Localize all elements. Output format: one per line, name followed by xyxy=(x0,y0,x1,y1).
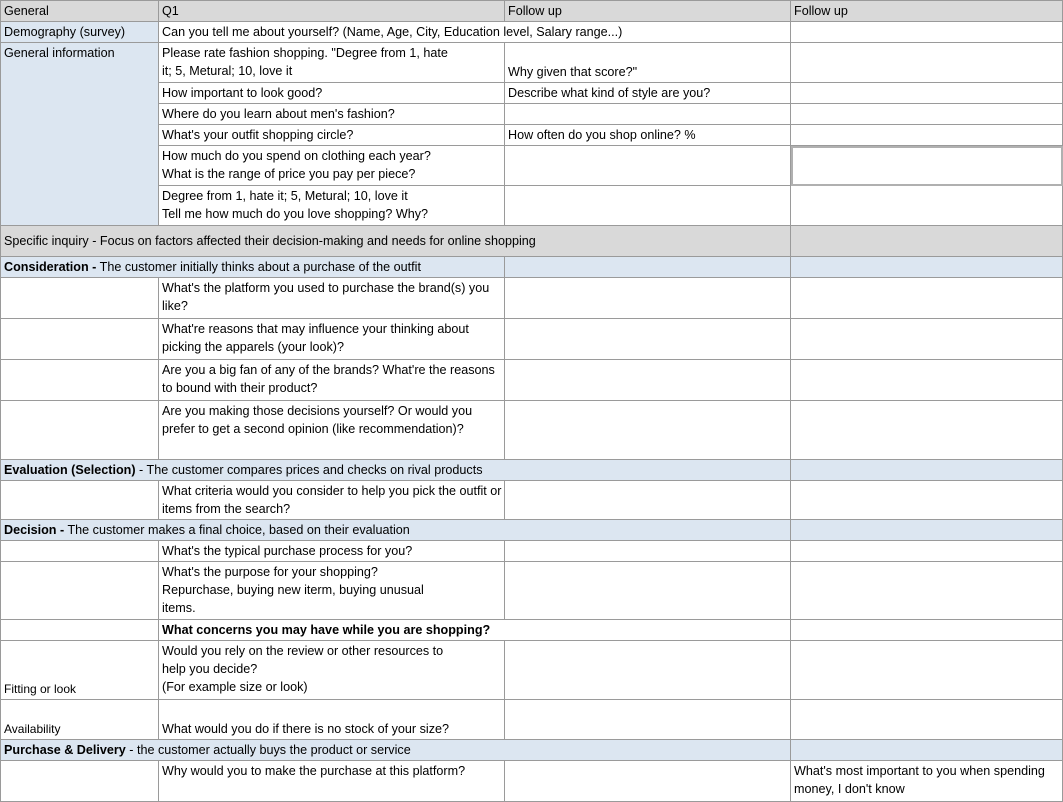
general-q1-love-line1: Degree from 1, hate it; 5, Metural; 10, love it xyxy=(162,189,408,203)
general-q1-love[interactable] xyxy=(159,186,505,226)
decision-q-fitting-line1: Would you rely on the review or other resources to xyxy=(162,644,444,658)
demography-label[interactable]: Demography (survey) xyxy=(1,22,159,43)
decision-follow2-2[interactable] xyxy=(791,562,1063,620)
decision-empty-a1[interactable] xyxy=(1,541,159,562)
consideration-desc: The customer initially thinks about a purchase of the outfit xyxy=(96,260,421,274)
evaluation-follow2-1[interactable] xyxy=(791,481,1063,520)
evaluation-empty-a1[interactable] xyxy=(1,481,159,520)
general-q1-rating[interactable] xyxy=(159,43,505,83)
evaluation-row-1 xyxy=(1,481,1063,520)
decision-q-process[interactable]: What's the typical purchase process for you? xyxy=(159,541,505,562)
selected-cell[interactable] xyxy=(791,146,1063,186)
demography-row xyxy=(1,22,1063,43)
consideration-follow-2[interactable] xyxy=(505,319,791,360)
header-row xyxy=(1,1,1063,22)
general-empty-2[interactable] xyxy=(791,83,1063,104)
decision-row-2 xyxy=(1,562,1063,620)
consideration-empty-a3[interactable] xyxy=(1,360,159,401)
general-q1-spend-line2: What is the range of price you pay per piece? xyxy=(162,167,416,181)
consideration-q-fan[interactable]: Are you a big fan of any of the brands? What're the reasons to bound with their product? xyxy=(159,360,505,401)
consideration-follow-1[interactable] xyxy=(505,278,791,319)
decision-header-empty[interactable] xyxy=(791,520,1063,541)
decision-q-purpose-line3: items. xyxy=(162,601,196,615)
decision-follow-2[interactable] xyxy=(505,562,791,620)
specific-inquiry-row xyxy=(1,226,1063,257)
general-follow-online[interactable]: How often do you shop online? % xyxy=(505,125,791,146)
decision-follow2-4[interactable] xyxy=(791,641,1063,700)
consideration-empty-a4[interactable] xyxy=(1,401,159,460)
decision-q-purpose-line1: What's the purpose for your shopping? xyxy=(162,565,378,579)
purchase-q-platform[interactable]: Why would you to make the purchase at this platform? xyxy=(159,761,505,802)
decision-follow-1[interactable] xyxy=(505,541,791,562)
consideration-follow-4[interactable] xyxy=(505,401,791,460)
decision-availability-row xyxy=(1,700,1063,740)
consideration-header-empty-1[interactable] xyxy=(505,257,791,278)
header-follow-up-2[interactable]: Follow up xyxy=(791,1,1063,22)
general-q1-look-good[interactable]: How important to look good? xyxy=(159,83,505,104)
purchase-empty-a1[interactable] xyxy=(1,761,159,802)
specific-inquiry-text[interactable]: Specific inquiry - Focus on factors affected their decision-making and needs for online shopping xyxy=(1,226,791,257)
decision-empty-a2[interactable] xyxy=(1,562,159,620)
availability-label[interactable]: Availability xyxy=(1,700,159,740)
general-q1-learn[interactable]: Where do you learn about men's fashion? xyxy=(159,104,505,125)
consideration-row-4 xyxy=(1,401,1063,460)
purchase-desc: - the customer actually buys the product or service xyxy=(125,743,411,757)
decision-follow-5[interactable] xyxy=(505,700,791,740)
decision-concerns-text: What concerns you may have while you are shopping? xyxy=(162,623,491,637)
consideration-empty-a1[interactable] xyxy=(1,278,159,319)
specific-inquiry-empty[interactable] xyxy=(791,226,1063,257)
general-info-label[interactable]: General information xyxy=(1,43,159,226)
purchase-follow2-1[interactable] xyxy=(791,761,1063,802)
purchase-row-1 xyxy=(1,761,1063,802)
purchase-header-empty[interactable] xyxy=(791,740,1063,761)
general-row-6 xyxy=(1,186,1063,226)
consideration-follow2-4[interactable] xyxy=(791,401,1063,460)
demography-empty[interactable] xyxy=(791,22,1063,43)
consideration-header-row xyxy=(1,257,1063,278)
general-follow-empty-3[interactable] xyxy=(505,104,791,125)
decision-header[interactable] xyxy=(1,520,791,541)
general-empty-1[interactable] xyxy=(791,43,1063,83)
consideration-q-platform[interactable]: What's the platform you used to purchase the brand(s) you like? xyxy=(159,278,505,319)
general-q1-circle[interactable]: What's your outfit shopping circle? xyxy=(159,125,505,146)
decision-follow2-1[interactable] xyxy=(791,541,1063,562)
general-empty-3[interactable] xyxy=(791,104,1063,125)
consideration-header-empty-2[interactable] xyxy=(791,257,1063,278)
fitting-label[interactable]: Fitting or look xyxy=(1,641,159,700)
decision-fitting-row xyxy=(1,641,1063,700)
general-row-5 xyxy=(1,146,1063,186)
evaluation-header-empty[interactable] xyxy=(791,460,1063,481)
purchase-follow2-line2: money, I don't know xyxy=(794,782,905,796)
general-row-2 xyxy=(1,83,1063,104)
purchase-follow2-line1: What's most important to you when spending xyxy=(794,764,1045,778)
header-general[interactable]: General xyxy=(1,1,159,22)
consideration-follow2-3[interactable] xyxy=(791,360,1063,401)
general-q1-spend-line1: How much do you spend on clothing each year? xyxy=(162,149,431,163)
evaluation-header-row xyxy=(1,460,1063,481)
general-q1-rating-line1: Please rate fashion shopping. "Degree from 1, hate xyxy=(162,46,448,60)
general-empty-6[interactable] xyxy=(791,186,1063,226)
general-follow-rating[interactable]: Why given that score?" xyxy=(505,43,791,83)
general-row-4 xyxy=(1,125,1063,146)
decision-follow2-3[interactable] xyxy=(791,620,1063,641)
consideration-row-2 xyxy=(1,319,1063,360)
evaluation-title: Evaluation (Selection) xyxy=(4,463,136,477)
header-q1[interactable]: Q1 xyxy=(159,1,505,22)
general-row-3 xyxy=(1,104,1063,125)
general-row-1 xyxy=(1,43,1063,83)
general-empty-4[interactable] xyxy=(791,125,1063,146)
decision-header-row xyxy=(1,520,1063,541)
decision-q-fitting-line3: (For example size or look) xyxy=(162,680,308,694)
header-follow-up-1[interactable]: Follow up xyxy=(505,1,791,22)
consideration-row-3 xyxy=(1,360,1063,401)
consideration-follow2-2[interactable] xyxy=(791,319,1063,360)
evaluation-header[interactable] xyxy=(1,460,791,481)
decision-row-1 xyxy=(1,541,1063,562)
evaluation-follow-1[interactable] xyxy=(505,481,791,520)
general-q1-love-line2: Tell me how much do you love shopping? Why? xyxy=(162,207,429,221)
consideration-title: Consideration - xyxy=(4,260,97,274)
decision-desc: The customer makes a final choice, based on their evaluation xyxy=(64,523,410,537)
decision-q-availability[interactable]: What would you do if there is no stock of your size? xyxy=(159,700,505,740)
decision-follow-4[interactable] xyxy=(505,641,791,700)
decision-q-purpose[interactable] xyxy=(159,562,505,620)
purchase-follow-1[interactable] xyxy=(505,761,791,802)
decision-q-purpose-line2: Repurchase, buying new iterm, buying unusual xyxy=(162,583,424,597)
evaluation-q-criteria[interactable]: What criteria would you consider to help you pick the outfit or items from the search? xyxy=(159,481,505,520)
purchase-title: Purchase & Delivery xyxy=(4,743,126,757)
consideration-header[interactable] xyxy=(1,257,505,278)
general-q1-rating-line2: it; 5, Metural; 10, love it xyxy=(162,64,293,78)
general-follow-empty-6[interactable] xyxy=(505,186,791,226)
decision-q-fitting-line2: help you decide? xyxy=(162,662,258,676)
consideration-q-reasons[interactable]: What're reasons that may influence your thinking about picking the apparels (your look)? xyxy=(159,319,505,360)
decision-follow2-5[interactable] xyxy=(791,700,1063,740)
consideration-row-1 xyxy=(1,278,1063,319)
decision-empty-a3[interactable] xyxy=(1,620,159,641)
decision-q-fitting[interactable] xyxy=(159,641,505,700)
general-q1-spend[interactable] xyxy=(159,146,505,186)
decision-concerns[interactable] xyxy=(159,620,791,641)
evaluation-desc: - The customer compares prices and checks on rival products xyxy=(135,463,483,477)
general-follow-empty-5[interactable] xyxy=(505,146,791,186)
consideration-follow2-1[interactable] xyxy=(791,278,1063,319)
general-follow-style[interactable]: Describe what kind of style are you? xyxy=(505,83,791,104)
demography-question[interactable]: Can you tell me about yourself? (Name, Age, City, Education level, Salary range...) xyxy=(159,22,791,43)
consideration-q-decisions[interactable]: Are you making those decisions yourself? Or would you prefer to get a second opinion (like recommendation)? xyxy=(159,401,505,460)
decision-concerns-row xyxy=(1,620,1063,641)
purchase-header-row xyxy=(1,740,1063,761)
decision-title: Decision - xyxy=(4,523,65,537)
consideration-follow-3[interactable] xyxy=(505,360,791,401)
purchase-header[interactable] xyxy=(1,740,791,761)
consideration-empty-a2[interactable] xyxy=(1,319,159,360)
